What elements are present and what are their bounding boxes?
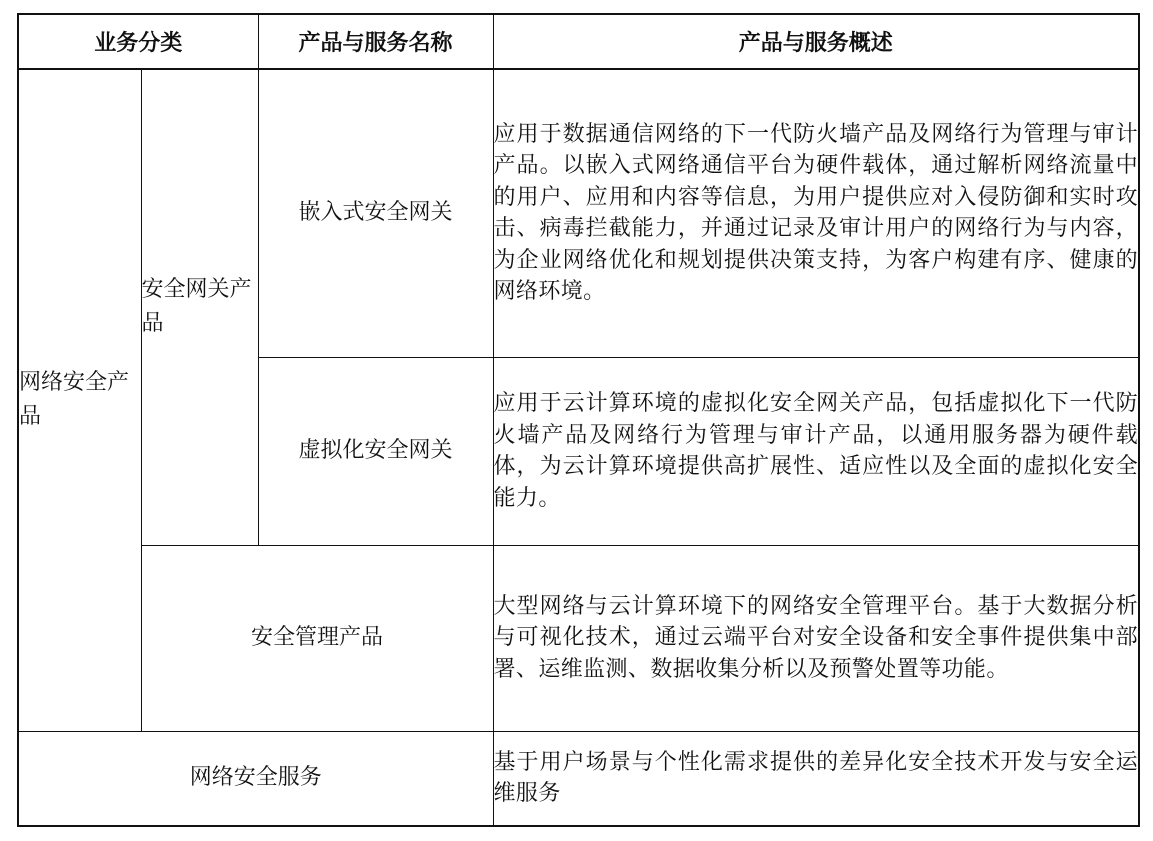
header-product-name: 产品与服务名称 bbox=[258, 14, 493, 69]
product-name-security-management: 安全管理产品 bbox=[141, 545, 493, 731]
product-name-virtual-gateway: 虚拟化安全网关 bbox=[258, 357, 493, 545]
category-network-security-products: 网络安全产品 bbox=[18, 69, 141, 731]
product-description-virtual-gateway: 应用于云计算环境的虚拟化安全网关产品，包括虚拟化下一代防火墙产品及网络行为管理与审计产品，以通用服务器为硬件载体，为云计算环境提供高扩展性、适应性以及全面的虚拟化安全能力。 bbox=[493, 357, 1139, 545]
table-row bbox=[18, 731, 1139, 826]
header-business-category: 业务分类 bbox=[18, 14, 258, 69]
subcategory-security-gateway-products: 安全网关产品 bbox=[141, 69, 258, 545]
header-product-overview: 产品与服务概述 bbox=[493, 14, 1139, 69]
product-description-security-management: 大型网络与云计算环境下的网络安全管理平台。基于大数据分析与可视化技术，通过云端平台对安全设备和安全事件提供集中部署、运维监测、数据收集分析以及预警处置等功能。 bbox=[493, 545, 1139, 731]
table-header-row bbox=[18, 14, 1139, 69]
table-row bbox=[18, 69, 1139, 357]
product-description-security-services: 基于用户场景与个性化需求提供的差异化安全技术开发与安全运维服务 bbox=[493, 731, 1139, 826]
product-service-table bbox=[17, 13, 1140, 827]
table-row bbox=[18, 545, 1139, 731]
category-network-security-services: 网络安全服务 bbox=[18, 731, 493, 826]
product-description-embedded-gateway: 应用于数据通信网络的下一代防火墙产品及网络行为管理与审计产品。以嵌入式网络通信平台为硬件载体，通过解析网络流量中的用户、应用和内容等信息，为用户提供应对入侵防御和实时攻击、病毒拦截能力，并通过记录及审计用户的网络行为与内容，为企业网络优化和规划提供决策支持，为客户构建有序、健康的网络环境。 bbox=[493, 69, 1139, 357]
product-name-embedded-gateway: 嵌入式安全网关 bbox=[258, 69, 493, 357]
